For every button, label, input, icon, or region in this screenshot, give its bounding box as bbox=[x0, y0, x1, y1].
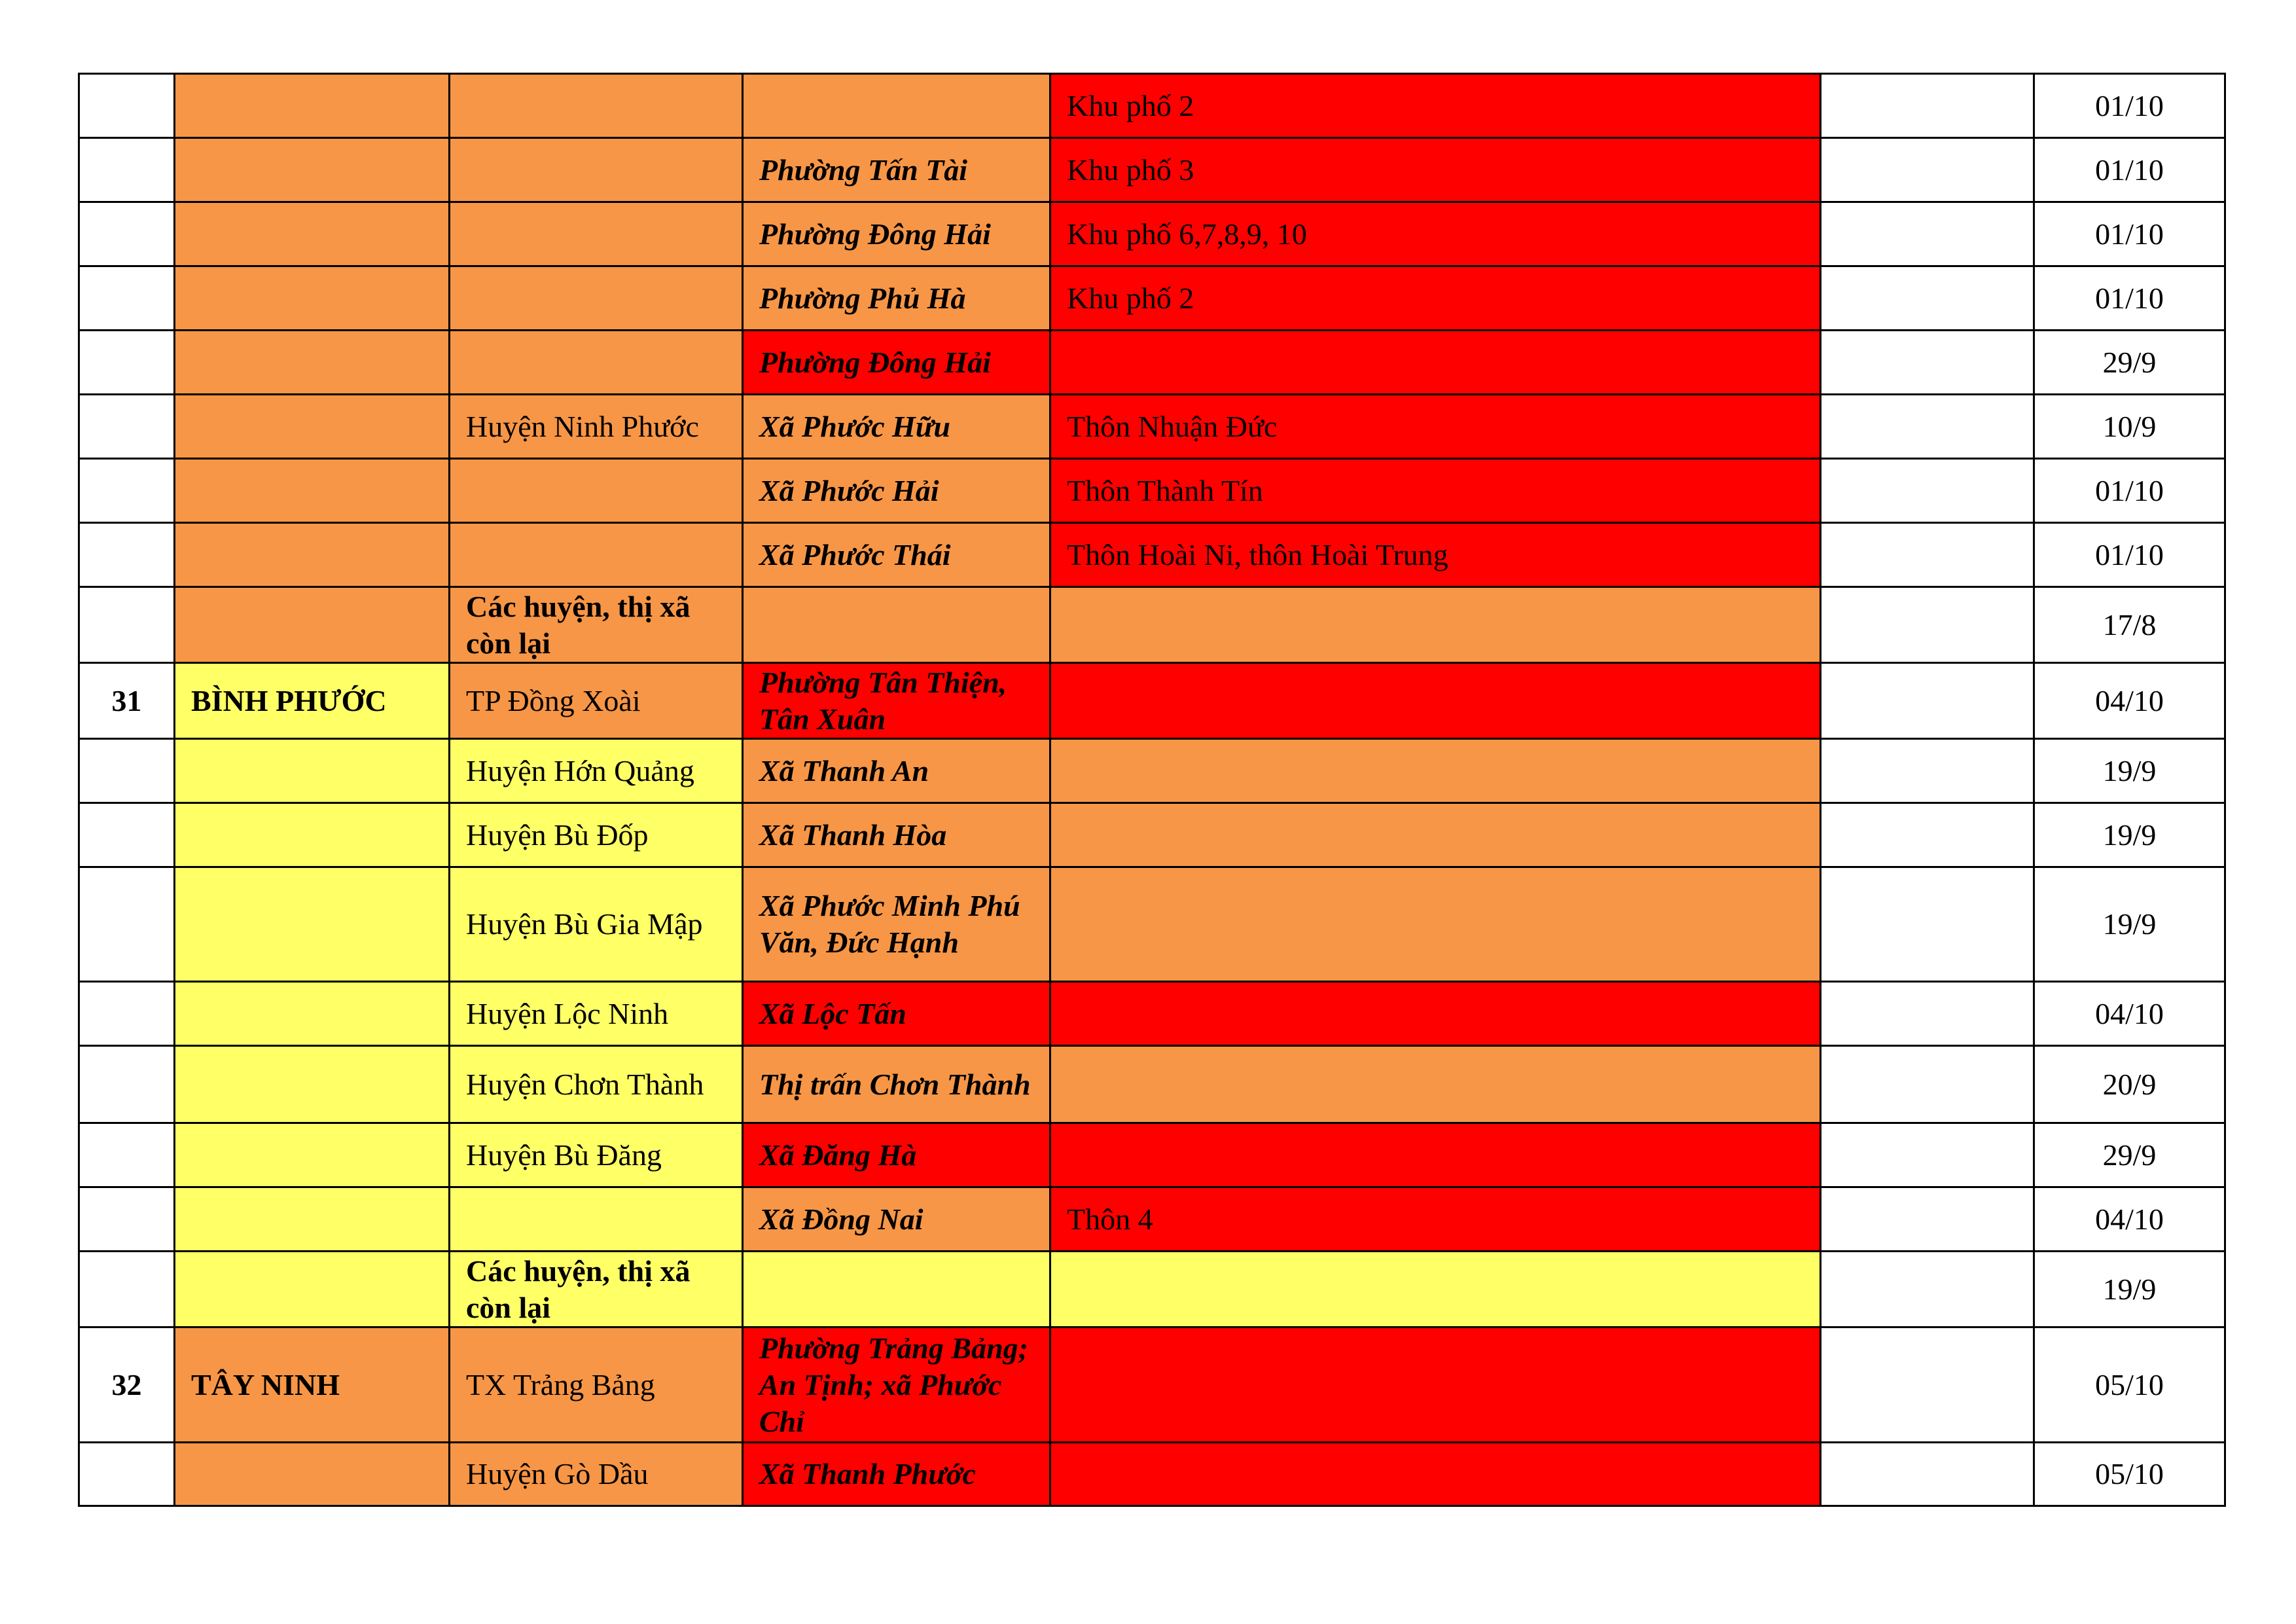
ward-cell: Xã Đăng Hà bbox=[743, 1123, 1050, 1187]
district-cell: Các huyện, thị xã còn lại bbox=[450, 587, 743, 663]
blank-cell bbox=[1821, 395, 2034, 459]
blank-cell bbox=[1821, 1443, 2034, 1506]
district-cell bbox=[450, 266, 743, 331]
district-cell bbox=[450, 459, 743, 523]
table-row bbox=[79, 395, 2225, 459]
table-row bbox=[79, 266, 2225, 331]
table-row bbox=[79, 1123, 2225, 1187]
date-cell: 04/10 bbox=[2034, 982, 2225, 1046]
table-row bbox=[79, 663, 2225, 739]
district-cell: Huyện Ninh Phước bbox=[450, 395, 743, 459]
stt-cell bbox=[79, 331, 175, 395]
area-cell bbox=[1050, 739, 1821, 803]
province-cell: TÂY NINH bbox=[175, 1327, 450, 1443]
ward-cell: Phường Đông Hải bbox=[743, 202, 1050, 266]
date-cell: 17/8 bbox=[2034, 587, 2225, 663]
district-cell bbox=[450, 1187, 743, 1252]
blank-cell bbox=[1821, 1252, 2034, 1327]
table-row bbox=[79, 331, 2225, 395]
table-row bbox=[79, 1187, 2225, 1252]
date-cell: 01/10 bbox=[2034, 523, 2225, 587]
ward-cell: Xã Thanh An bbox=[743, 739, 1050, 803]
district-cell bbox=[450, 331, 743, 395]
area-cell bbox=[1050, 1123, 1821, 1187]
stt-cell: 31 bbox=[79, 663, 175, 739]
district-cell: Huyện Bù Gia Mập bbox=[450, 867, 743, 982]
stt-cell bbox=[79, 739, 175, 803]
ward-cell bbox=[743, 1252, 1050, 1327]
stt-cell bbox=[79, 587, 175, 663]
province-cell bbox=[175, 202, 450, 266]
area-cell: Thôn Hoài Ni, thôn Hoài Trung bbox=[1050, 523, 1821, 587]
area-cell: Thôn Thành Tín bbox=[1050, 459, 1821, 523]
province-cell: BÌNH PHƯỚC bbox=[175, 663, 450, 739]
ward-cell: Xã Thanh Phước bbox=[743, 1443, 1050, 1506]
ward-cell: Xã Lộc Tấn bbox=[743, 982, 1050, 1046]
area-cell bbox=[1050, 331, 1821, 395]
ward-cell bbox=[743, 74, 1050, 138]
province-cell bbox=[175, 1046, 450, 1123]
table-row bbox=[79, 1046, 2225, 1123]
province-cell bbox=[175, 266, 450, 331]
stt-cell bbox=[79, 1252, 175, 1327]
area-cell bbox=[1050, 587, 1821, 663]
stt-cell bbox=[79, 982, 175, 1046]
area-cell bbox=[1050, 1327, 1821, 1443]
province-cell bbox=[175, 803, 450, 867]
ward-cell bbox=[743, 587, 1050, 663]
table-row bbox=[79, 74, 2225, 138]
province-cell bbox=[175, 1123, 450, 1187]
province-cell bbox=[175, 74, 450, 138]
blank-cell bbox=[1821, 523, 2034, 587]
date-cell: 01/10 bbox=[2034, 138, 2225, 202]
district-cell: Huyện Gò Dầu bbox=[450, 1443, 743, 1506]
blank-cell bbox=[1821, 587, 2034, 663]
ward-cell: Thị trấn Chơn Thành bbox=[743, 1046, 1050, 1123]
ward-cell: Phường Phủ Hà bbox=[743, 266, 1050, 331]
date-cell: 29/9 bbox=[2034, 331, 2225, 395]
ward-cell: Xã Thanh Hòa bbox=[743, 803, 1050, 867]
blank-cell bbox=[1821, 867, 2034, 982]
province-cell bbox=[175, 587, 450, 663]
table-row bbox=[79, 1443, 2225, 1506]
table-row bbox=[79, 867, 2225, 982]
blank-cell bbox=[1821, 739, 2034, 803]
blank-cell bbox=[1821, 1187, 2034, 1252]
date-cell: 01/10 bbox=[2034, 74, 2225, 138]
area-cell bbox=[1050, 1252, 1821, 1327]
ward-cell: Xã Phước Hải bbox=[743, 459, 1050, 523]
blank-cell bbox=[1821, 663, 2034, 739]
blank-cell bbox=[1821, 331, 2034, 395]
date-cell: 19/9 bbox=[2034, 1252, 2225, 1327]
table-row bbox=[79, 138, 2225, 202]
district-cell: Huyện Chơn Thành bbox=[450, 1046, 743, 1123]
stt-cell bbox=[79, 1187, 175, 1252]
date-cell: 01/10 bbox=[2034, 459, 2225, 523]
province-cell bbox=[175, 1443, 450, 1506]
table-row bbox=[79, 1327, 2225, 1443]
district-cell: Huyện Bù Đăng bbox=[450, 1123, 743, 1187]
stt-cell bbox=[79, 1046, 175, 1123]
table-row bbox=[79, 1252, 2225, 1327]
date-cell: 05/10 bbox=[2034, 1443, 2225, 1506]
stt-cell bbox=[79, 867, 175, 982]
date-cell: 01/10 bbox=[2034, 202, 2225, 266]
district-cell: TP Đồng Xoài bbox=[450, 663, 743, 739]
area-cell: Thôn Nhuận Đức bbox=[1050, 395, 1821, 459]
zone-table bbox=[78, 73, 2226, 1507]
district-cell: Huyện Hớn Quảng bbox=[450, 739, 743, 803]
province-cell bbox=[175, 982, 450, 1046]
date-cell: 19/9 bbox=[2034, 803, 2225, 867]
stt-cell bbox=[79, 266, 175, 331]
ward-cell: Phường Tân Thiện, Tân Xuân bbox=[743, 663, 1050, 739]
blank-cell bbox=[1821, 1123, 2034, 1187]
district-cell bbox=[450, 74, 743, 138]
area-cell bbox=[1050, 1046, 1821, 1123]
province-cell bbox=[175, 523, 450, 587]
district-cell: Huyện Lộc Ninh bbox=[450, 982, 743, 1046]
province-cell bbox=[175, 395, 450, 459]
ward-cell: Xã Phước Thái bbox=[743, 523, 1050, 587]
date-cell: 04/10 bbox=[2034, 663, 2225, 739]
table-row bbox=[79, 982, 2225, 1046]
ward-cell: Phường Tấn Tài bbox=[743, 138, 1050, 202]
table-row bbox=[79, 803, 2225, 867]
area-cell bbox=[1050, 982, 1821, 1046]
blank-cell bbox=[1821, 266, 2034, 331]
date-cell: 20/9 bbox=[2034, 1046, 2225, 1123]
table-row bbox=[79, 459, 2225, 523]
table-row bbox=[79, 587, 2225, 663]
stt-cell bbox=[79, 74, 175, 138]
blank-cell bbox=[1821, 459, 2034, 523]
blank-cell bbox=[1821, 982, 2034, 1046]
province-cell bbox=[175, 867, 450, 982]
stt-cell bbox=[79, 202, 175, 266]
area-cell bbox=[1050, 663, 1821, 739]
district-cell: Các huyện, thị xã còn lại bbox=[450, 1252, 743, 1327]
ward-cell: Xã Đồng Nai bbox=[743, 1187, 1050, 1252]
area-cell bbox=[1050, 1443, 1821, 1506]
district-cell: TX Trảng Bảng bbox=[450, 1327, 743, 1443]
province-cell bbox=[175, 331, 450, 395]
stt-cell: 32 bbox=[79, 1327, 175, 1443]
date-cell: 19/9 bbox=[2034, 739, 2225, 803]
area-cell: Khu phố 3 bbox=[1050, 138, 1821, 202]
date-cell: 04/10 bbox=[2034, 1187, 2225, 1252]
area-cell bbox=[1050, 803, 1821, 867]
province-cell bbox=[175, 1252, 450, 1327]
stt-cell bbox=[79, 1443, 175, 1506]
ward-cell: Xã Phước Hữu bbox=[743, 395, 1050, 459]
date-cell: 19/9 bbox=[2034, 867, 2225, 982]
ward-cell: Phường Đông Hải bbox=[743, 331, 1050, 395]
province-cell bbox=[175, 459, 450, 523]
blank-cell bbox=[1821, 803, 2034, 867]
date-cell: 01/10 bbox=[2034, 266, 2225, 331]
district-cell bbox=[450, 138, 743, 202]
district-cell bbox=[450, 523, 743, 587]
blank-cell bbox=[1821, 74, 2034, 138]
stt-cell bbox=[79, 523, 175, 587]
ward-cell: Phường Trảng Bảng; An Tịnh; xã Phước Chỉ bbox=[743, 1327, 1050, 1443]
date-cell: 29/9 bbox=[2034, 1123, 2225, 1187]
stt-cell bbox=[79, 803, 175, 867]
stt-cell bbox=[79, 138, 175, 202]
zone-table-body bbox=[79, 74, 2225, 1506]
area-cell: Khu phố 2 bbox=[1050, 266, 1821, 331]
stt-cell bbox=[79, 395, 175, 459]
table-row bbox=[79, 739, 2225, 803]
ward-cell: Xã Phước Minh Phú Văn, Đức Hạnh bbox=[743, 867, 1050, 982]
district-cell: Huyện Bù Đốp bbox=[450, 803, 743, 867]
date-cell: 10/9 bbox=[2034, 395, 2225, 459]
blank-cell bbox=[1821, 202, 2034, 266]
table-row bbox=[79, 202, 2225, 266]
blank-cell bbox=[1821, 1327, 2034, 1443]
date-cell: 05/10 bbox=[2034, 1327, 2225, 1443]
area-cell bbox=[1050, 867, 1821, 982]
district-cell bbox=[450, 202, 743, 266]
blank-cell bbox=[1821, 138, 2034, 202]
stt-cell bbox=[79, 1123, 175, 1187]
province-cell bbox=[175, 138, 450, 202]
table-row bbox=[79, 523, 2225, 587]
blank-cell bbox=[1821, 1046, 2034, 1123]
province-cell bbox=[175, 739, 450, 803]
stt-cell bbox=[79, 459, 175, 523]
area-cell: Khu phố 2 bbox=[1050, 74, 1821, 138]
area-cell: Khu phố 6,7,8,9, 10 bbox=[1050, 202, 1821, 266]
province-cell bbox=[175, 1187, 450, 1252]
area-cell: Thôn 4 bbox=[1050, 1187, 1821, 1252]
